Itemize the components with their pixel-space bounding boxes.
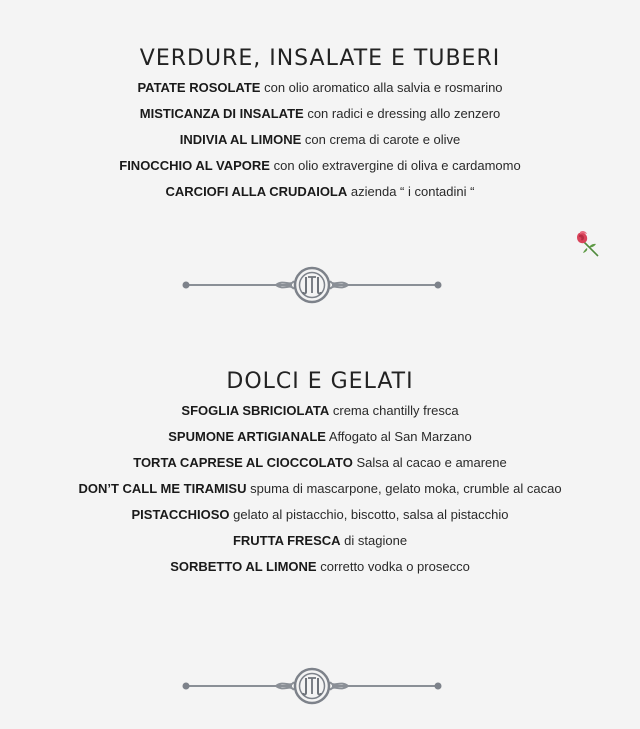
menu-item [0, 424, 640, 450]
dish-name: CARCIOFI ALLA CRUDAIOLA [165, 184, 348, 199]
menu-item [0, 554, 640, 580]
menu-item [0, 127, 640, 153]
dish-name: INDIVIA AL LIMONE [179, 132, 302, 147]
dish-name: DON’T CALL ME TIRAMISU [78, 481, 247, 496]
dish-name: PISTACCHIOSO [131, 507, 230, 522]
dish-description: spuma di mascarpone, gelato moka, crumble al cacao [250, 481, 562, 496]
menu-item [0, 398, 640, 424]
dish-description: di stagione [344, 533, 408, 548]
menu-item [0, 502, 640, 528]
dish-name: FRUTTA FRESCA [232, 533, 341, 548]
dish-name: PATATE ROSOLATE [137, 80, 261, 95]
dish-name: SPUMONE ARTIGIANALE [168, 429, 326, 444]
dish-description: con olio aromatico alla salvia e rosmarino [264, 80, 503, 95]
menu-item [0, 153, 640, 179]
monogram-divider-icon [180, 666, 444, 706]
dish-name: SORBETTO AL LIMONE [170, 559, 317, 574]
dish-description: Salsa al cacao e amarene [356, 455, 507, 470]
dish-description: con radici e dressing allo zenzero [307, 106, 501, 121]
section-title-verdure: VERDURE, INSALATE E TUBERI [139, 46, 501, 71]
menu-item [0, 179, 640, 205]
dish-name: SFOGLIA SBRICIOLATA [181, 403, 330, 418]
dish-description: gelato al pistacchio, biscotto, salsa al pistacchio [233, 507, 509, 522]
monogram-divider-icon [180, 265, 444, 305]
menu-item [0, 101, 640, 127]
dish-description: Affogato al San Marzano [328, 429, 472, 444]
menu-item [0, 75, 640, 101]
dish-name: FINOCCHIO AL VAPORE [119, 158, 270, 173]
section-title-dolci: DOLCI E GELATI [226, 369, 414, 394]
dish-description: con olio extravergine di oliva e cardamomo [273, 158, 521, 173]
section-verdure [0, 46, 640, 205]
dish-name: TORTA CAPRESE AL CIOCCOLATO [133, 455, 353, 470]
menu-item [0, 528, 640, 554]
section-dolci [0, 369, 640, 580]
dish-description: con crema di carote e olive [304, 132, 461, 147]
menu-list-dolci [0, 398, 640, 580]
menu-item [0, 450, 640, 476]
dish-description: crema chantilly fresca [332, 403, 459, 418]
menu-item [0, 476, 640, 502]
dish-description: azienda “ i contadini “ [350, 184, 475, 199]
dish-description: corretto vodka o prosecco [320, 559, 470, 574]
menu-list-verdure [0, 75, 640, 205]
dish-name: MISTICANZA DI INSALATE [139, 106, 304, 121]
rose-icon [572, 228, 602, 258]
